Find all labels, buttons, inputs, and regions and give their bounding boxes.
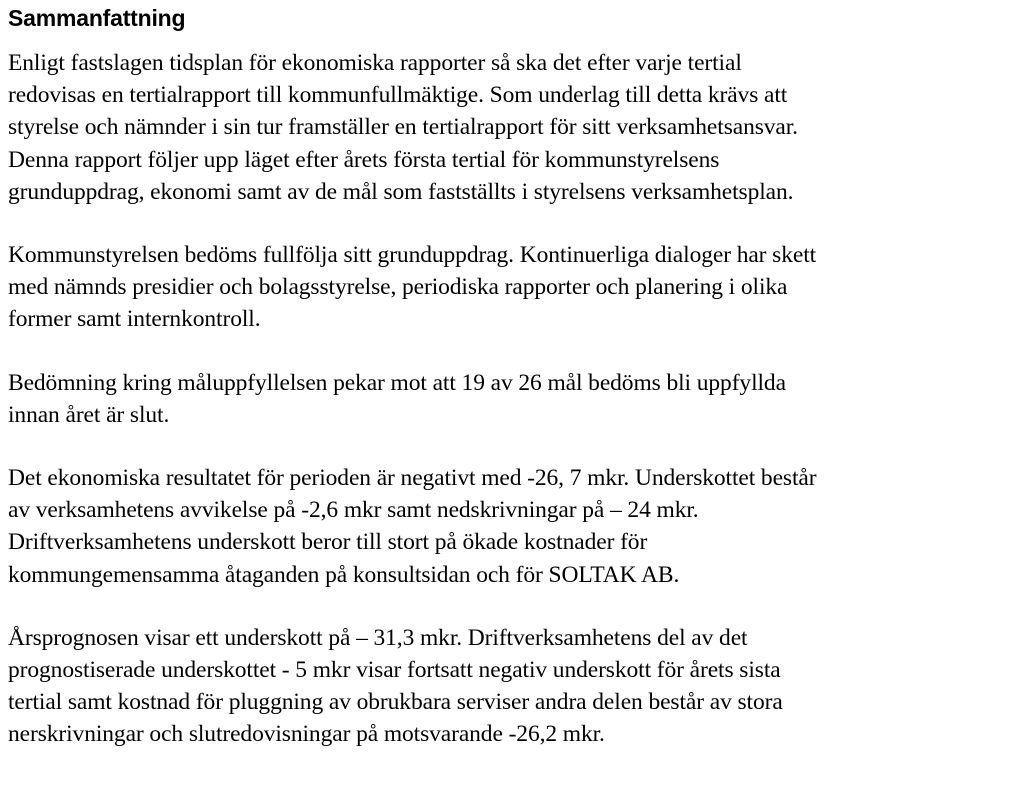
text-line: Det ekonomiska resultatet för perioden är negativt med -26, 7 mkr. Underskottet består (8, 465, 817, 492)
text-line: Bedömning kring måluppfyllelsen pekar mot att 19 av 26 mål bedöms bli uppfyllda (8, 369, 786, 396)
paragraph-arsprognos (8, 622, 1014, 751)
text-line: innan året är slut. (8, 401, 170, 428)
paragraph-intro (8, 47, 1014, 208)
text-line: Kommunstyrelsen bedöms fullfölja sitt grunduppdrag. Kontinuerliga dialoger har skett (8, 242, 817, 269)
text-line: styrelse och nämnder i sin tur framställer en tertialrapport för sitt verksamhetsansvar. (8, 114, 798, 141)
text-line: redovisas en tertialrapport till kommunfullmäktige. Som underlag till detta krävs att (8, 82, 788, 109)
text-line: Driftverksamhetens underskott beror till stort på ökade kostnader för (8, 529, 648, 556)
text-line: nerskrivningar och slutredovisningar på motsvarande -26,2 mkr. (8, 721, 605, 748)
section-heading: Sammanfattning (8, 5, 186, 31)
paragraph-maluppfyllelse (8, 367, 1014, 431)
text-line: former samt internkontroll. (8, 306, 261, 333)
paragraph-ekonomiskt-resultat (8, 462, 1014, 591)
text-line: grunduppdrag, ekonomi samt av de mål som fastställts i styrelsens verksamhetsplan. (8, 178, 794, 205)
text-line: prognostiserade underskottet - 5 mkr visar fortsatt negativ underskott för årets sista (8, 657, 781, 684)
paragraph-grunduppdrag (8, 239, 1014, 336)
text-line: av verksamhetens avvikelse på -2,6 mkr samt nedskrivningar på – 24 mkr. (8, 497, 699, 524)
text-line: kommungemensamma åtaganden på konsultsidan och för SOLTAK AB. (8, 561, 680, 588)
text-line: med nämnds presidier och bolagsstyrelse, periodiska rapporter och planering i olika (8, 274, 788, 301)
text-line: tertial samt kostnad för pluggning av obrukbara serviser andra delen består av stora (8, 689, 783, 716)
text-line: Enligt fastslagen tidsplan för ekonomiska rapporter så ska det efter varje tertial (8, 50, 742, 76)
text-line: Årsprognosen visar ett underskott på – 31,3 mkr. Driftverksamhetens del av det (8, 624, 748, 651)
text-line: Denna rapport följer upp läget efter årets första tertial för kommunstyrelsens (8, 146, 720, 173)
